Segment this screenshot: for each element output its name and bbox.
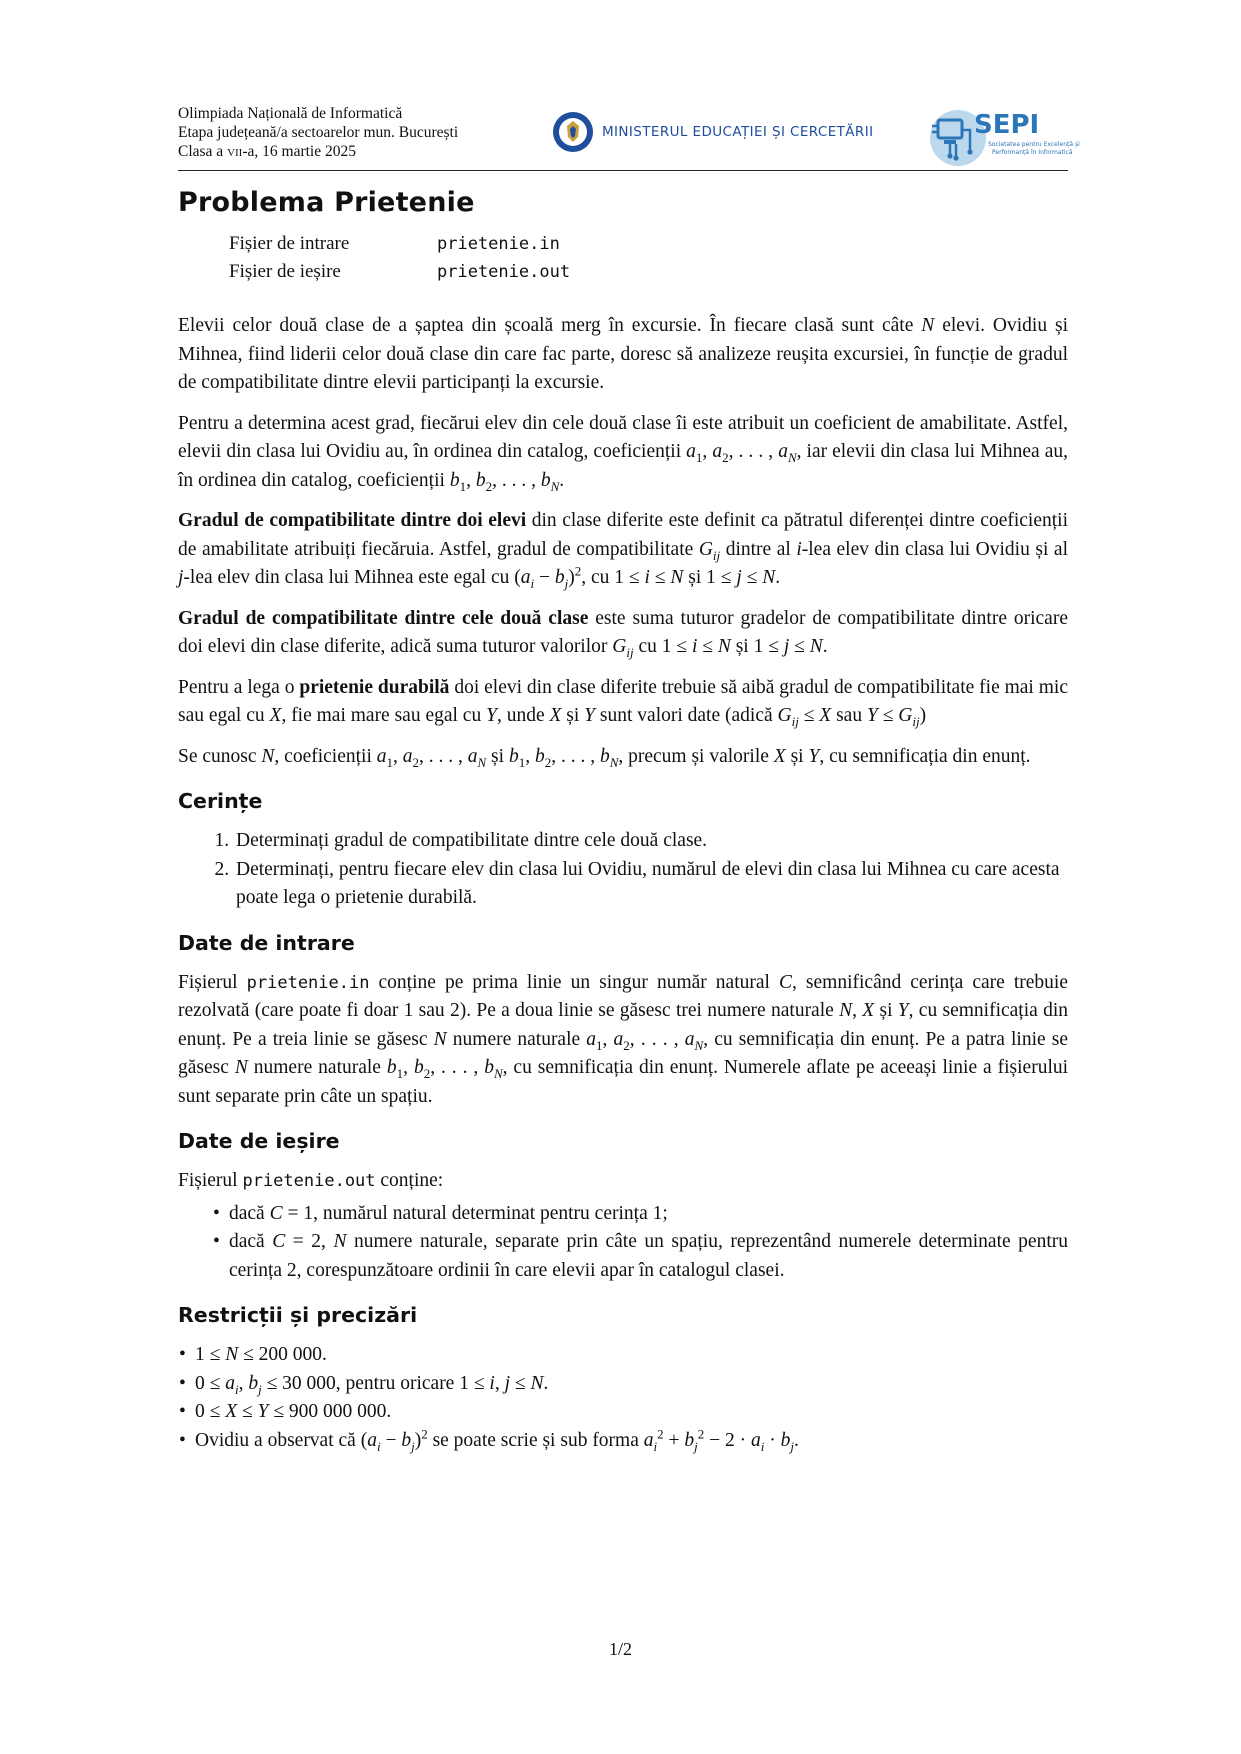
output-item: • dacă C = 1, numărul natural determinat pentru cerința 1; [229, 1200, 1068, 1229]
restrictions-list [178, 1341, 1068, 1455]
requirement-item: 2. Determinați, pentru fiecare elev din clasa lui Ovidiu, numărul de elevi din clasa lui Mihnea cu care acesta poate lega o prietenie durabilă. [234, 856, 1068, 913]
government-seal-icon [551, 110, 595, 154]
sepi-logo [926, 106, 1080, 173]
page-number: 1/2 [608, 1639, 632, 1659]
restriction-item: • 0 ≤ X ≤ Y ≤ 900 000 000. [195, 1398, 1068, 1427]
ministry-name: MINISTERUL EDUCAȚIEI ȘI CERCETĂRII [602, 124, 874, 140]
paragraph-class-degree: Gradul de compatibilitate dintre cele două clase este suma tuturor gradelor de compatibilitate dintre oricare doi elevi din clase diferite, adică suma tuturor valorilor $G_{ij}$ cu 1 ≤ i ≤ N și 1 ≤ j ≤ N. [178, 607, 1068, 660]
sepi-tagline-2: Performanță în Informatică [992, 149, 1073, 156]
class-date: Clasa a vii-a, 16 martie 2025 [178, 143, 356, 160]
sepi-wordmark: SEPI [974, 110, 1040, 140]
section-input: Date de intrare [178, 930, 355, 955]
stage: Etapa județeană/a sectoarelor mun. București [178, 124, 459, 141]
output-file-value: prietenie.out [437, 262, 571, 282]
paragraph-known: Se cunosc N, coeficienții $a_1$, $a_2$, . . . , $a_N$ și $b_1$, $b_2$, . . . , $b_N$, precum și valorile X și Y, cu semnificația din enunț. [178, 745, 1031, 770]
requirements-list [178, 827, 1068, 913]
output-item: • dacă C = 2, N numere naturale, separate prin câte un spațiu, reprezentând numerele determinate pentru cerința 2, corespunzătoare ordinii în care elevii apar în catalogul clasei. [229, 1228, 1068, 1285]
restriction-item: • 1 ≤ N ≤ 200 000. [195, 1341, 1068, 1370]
input-file-value: prietenie.in [437, 234, 560, 254]
problem-title: Problema Prietenie [178, 187, 475, 218]
section-output: Date de ieșire [178, 1129, 340, 1153]
page [178, 100, 1080, 1455]
header [178, 100, 1080, 171]
paragraph-friendship: Pentru a lega o prietenie durabilă doi elevi din clase diferite trebuie să aibă gradul de compatibilitate fie mai mic sau egal cu X, fie mai mare sau egal cu Y, unde X și Y sunt valori date (adică $G_{ij} \le X$ sau $Y \le G_{ij}$) [178, 676, 1068, 729]
restriction-item: • Ovidiu a observat că $(a_i - b_j)^2$ se poate scrie și sub forma $a_i^2 + b_j^2 - 2 \cdot a_i \cdot b_j$. [195, 1427, 1068, 1456]
section-requirements: Cerințe [178, 789, 263, 813]
olympiad-name: Olimpiada Națională de Informatică [178, 105, 403, 122]
section-restrictions: Restricții și precizări [178, 1303, 418, 1327]
restriction-item: • $0 \le a_i$, $b_j \le 30$ 000, pentru oricare 1 ≤ i, j ≤ N. [195, 1370, 1068, 1399]
output-list [178, 1200, 1068, 1286]
olympiad-info [178, 104, 458, 161]
output-file-label: Fișier de ieșire [229, 261, 341, 282]
input-file-label: Fișier de intrare [229, 233, 350, 254]
paragraph-output-format: Fișierul prietenie.out conține: [178, 1170, 444, 1191]
requirement-item: 1. Determinați gradul de compatibilitate dintre cele două clase. [234, 827, 1068, 856]
ministry-logo [551, 110, 873, 154]
sepi-tagline-1: Societatea pentru Excelență și [988, 141, 1080, 148]
paragraph-coefficients: Pentru a determina acest grad, fiecărui elev din cele două clase îi este atribuit un coeficient de amabilitate. Astfel, elevii din clasa lui Ovidiu au, în ordinea din catalog, coeficienții $a_1$, $a_2$, . . . , $a_N$, iar elevii din clasa lui Mihnea au, în ordinea din catalog, coeficienții $b_1$, $b_2$, . . . , $b_N$. [178, 412, 1069, 494]
paragraph-pair-degree: Gradul de compatibilitate dintre doi elevi din clase diferite este definit ca pătratul diferenței dintre coeficienții de amabilitate atribuiți fiecăruia. Astfel, gradul de compatibilitate $G_{ij}$ dintre al i-lea elev din clasa lui Ovidiu și al j-lea elev din clasa lui Mihnea este egal cu $(a_i - b_j)^2$, cu 1 ≤ i ≤ N și 1 ≤ j ≤ N. [178, 510, 1068, 591]
paragraph-input-format: Fișierul prietenie.in conține pe prima linie un singur număr natural C, semnificând cerința care trebuie rezolvată (care poate fi doar 1 sau 2). Pe a doua linie se găsesc trei numere naturale N, X și Y, cu semnificația din enunț. Pe a treia linie se găsesc N numere naturale $a_1$, $a_2$, . . . , $a_N$, cu semnificația din enunț. Pe a patra linie se găsesc N numere naturale $b_1$, $b_2$, . . . , $b_N$, cu semnificația din enunț. Numerele aflate pe aceeași linie a fișierului sunt separate prin câte un spațiu. [178, 971, 1069, 1107]
io-files [229, 230, 1068, 286]
paragraph-intro: Elevii celor două clase de a șaptea din școală merg în excursie. În fiecare clasă sunt câte N elevi. Ovidiu și Mihnea, fiind liderii celor două clase din care fac parte, doresc să analizeze reușita excursiei, în funcție de gradul de compatibilitate dintre elevii participanți la excursie. [178, 315, 1068, 393]
